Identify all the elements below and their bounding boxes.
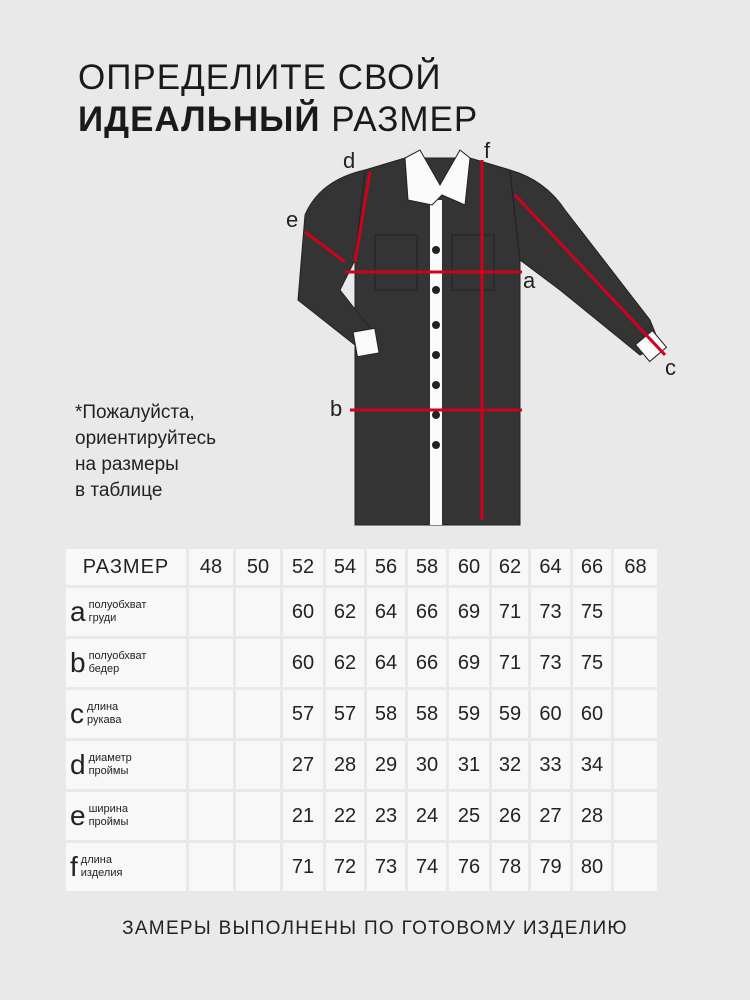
note-line: в таблице	[75, 480, 163, 501]
table-cell: 64	[367, 588, 405, 636]
table-cell: 60	[573, 690, 611, 738]
table-cell	[614, 588, 657, 636]
table-cell	[189, 588, 233, 636]
table-cell: 27	[283, 741, 323, 789]
label-a: a	[523, 268, 536, 293]
row-label	[66, 792, 186, 840]
row-desc-line: груди	[88, 612, 117, 624]
table-row	[66, 690, 657, 738]
row-desc-line: рукава	[87, 714, 122, 726]
row-description	[81, 854, 123, 880]
table-cell: 60	[531, 690, 570, 738]
table-cell: 62	[326, 639, 364, 687]
table-cell	[236, 741, 280, 789]
table-cell: 28	[326, 741, 364, 789]
note	[75, 400, 216, 504]
row-description	[87, 701, 122, 727]
row-description	[89, 803, 129, 829]
label-b: b	[330, 396, 343, 421]
title-line-1: ОПРЕДЕЛИТЕ СВОЙ	[78, 58, 442, 97]
left-cuff	[353, 328, 379, 356]
label-e: e	[286, 207, 299, 232]
table-cell	[189, 639, 233, 687]
table-cell	[189, 741, 233, 789]
row-label	[66, 690, 186, 738]
row-label	[66, 741, 186, 789]
size-column-header: 52	[283, 549, 323, 585]
size-column-header: 68	[614, 549, 657, 585]
table-cell: 66	[408, 588, 446, 636]
table-cell: 71	[283, 843, 323, 891]
table-row	[66, 741, 657, 789]
table-cell: 62	[326, 588, 364, 636]
row-desc-line: диаметр	[88, 752, 132, 764]
table-cell: 24	[408, 792, 446, 840]
row-description	[89, 752, 132, 778]
table-cell	[614, 690, 657, 738]
table-cell	[189, 843, 233, 891]
table-cell: 33	[531, 741, 570, 789]
table-row	[66, 588, 657, 636]
table-cell: 27	[531, 792, 570, 840]
row-desc-line: проймы	[88, 816, 129, 828]
size-column-header: 50	[236, 549, 280, 585]
table-cell: 57	[326, 690, 364, 738]
table-cell: 60	[283, 639, 323, 687]
title-bold: ИДЕАЛЬНЫЙ	[78, 100, 321, 139]
table-cell	[236, 690, 280, 738]
size-column-header: 54	[326, 549, 364, 585]
table-cell: 64	[367, 639, 405, 687]
note-line: *Пожалуйста,	[75, 402, 195, 423]
row-desc-line: проймы	[88, 765, 129, 777]
table-cell: 74	[408, 843, 446, 891]
note-line: на размеры	[75, 454, 179, 475]
table-cell: 71	[492, 588, 528, 636]
size-column-header: 48	[189, 549, 233, 585]
row-letter: f	[70, 851, 78, 882]
table-cell: 73	[367, 843, 405, 891]
table-cell: 23	[367, 792, 405, 840]
row-description	[89, 650, 147, 676]
table-cell: 75	[573, 588, 611, 636]
row-label	[66, 843, 186, 891]
size-column-header: 60	[449, 549, 489, 585]
row-desc-line: длина	[80, 854, 112, 866]
row-label	[66, 639, 186, 687]
table-cell	[614, 639, 657, 687]
table-row	[66, 843, 657, 891]
table-cell: 58	[408, 690, 446, 738]
size-table	[63, 546, 660, 894]
note-line: ориентируйтесь	[75, 428, 217, 449]
table-cell: 69	[449, 639, 489, 687]
row-desc-line: длина	[87, 701, 119, 713]
table-cell: 32	[492, 741, 528, 789]
table-cell: 76	[449, 843, 489, 891]
size-column-header: 58	[408, 549, 446, 585]
table-cell	[236, 792, 280, 840]
table-cell: 71	[492, 639, 528, 687]
title-rest: РАЗМЕР	[331, 100, 479, 139]
table-cell: 59	[492, 690, 528, 738]
table-cell: 75	[573, 639, 611, 687]
size-column-header: 56	[367, 549, 405, 585]
table-cell	[189, 690, 233, 738]
measure-c	[515, 195, 665, 355]
table-cell: 80	[573, 843, 611, 891]
table-cell	[614, 741, 657, 789]
row-desc-line: изделия	[80, 867, 123, 879]
row-desc-line: ширина	[88, 803, 129, 815]
table-cell: 29	[367, 741, 405, 789]
table-cell: 25	[449, 792, 489, 840]
table-cell	[236, 639, 280, 687]
table-cell	[236, 843, 280, 891]
row-desc-line: полуобхват	[88, 599, 147, 611]
label-d: d	[343, 148, 356, 173]
row-letter: e	[70, 800, 86, 831]
table-cell: 31	[449, 741, 489, 789]
table-cell: 72	[326, 843, 364, 891]
table-cell: 28	[573, 792, 611, 840]
size-header: РАЗМЕР	[66, 549, 186, 585]
label-f: f	[484, 138, 491, 163]
footer-note: ЗАМЕРЫ ВЫПОЛНЕНЫ ПО ГОТОВОМУ ИЗДЕЛИЮ	[122, 918, 628, 939]
table-cell: 26	[492, 792, 528, 840]
label-c: c	[665, 355, 676, 380]
size-column-header: 66	[573, 549, 611, 585]
table-cell: 73	[531, 639, 570, 687]
row-letter: c	[70, 698, 84, 729]
table-cell: 30	[408, 741, 446, 789]
row-desc-line: бедер	[88, 663, 120, 675]
size-column-header: 62	[492, 549, 528, 585]
table-cell: 73	[531, 588, 570, 636]
table-row	[66, 792, 657, 840]
row-letter: b	[70, 647, 86, 678]
row-description	[89, 599, 147, 625]
table-cell: 58	[367, 690, 405, 738]
table-cell: 79	[531, 843, 570, 891]
table-cell: 69	[449, 588, 489, 636]
table-cell	[189, 792, 233, 840]
size-column-header: 64	[531, 549, 570, 585]
table-header-row	[66, 549, 657, 585]
table-cell: 22	[326, 792, 364, 840]
table-cell: 34	[573, 741, 611, 789]
table-cell	[236, 588, 280, 636]
row-label	[66, 588, 186, 636]
table-cell	[614, 843, 657, 891]
table-cell: 78	[492, 843, 528, 891]
table-cell	[614, 792, 657, 840]
table-cell: 60	[283, 588, 323, 636]
table-cell: 59	[449, 690, 489, 738]
table-cell: 66	[408, 639, 446, 687]
table-row	[66, 639, 657, 687]
row-letter: d	[70, 749, 86, 780]
row-desc-line: полуобхват	[88, 650, 147, 662]
title-line-2	[78, 100, 478, 140]
row-letter: a	[70, 596, 86, 627]
table-cell: 21	[283, 792, 323, 840]
table-cell: 57	[283, 690, 323, 738]
shirt-diagram	[280, 140, 700, 530]
